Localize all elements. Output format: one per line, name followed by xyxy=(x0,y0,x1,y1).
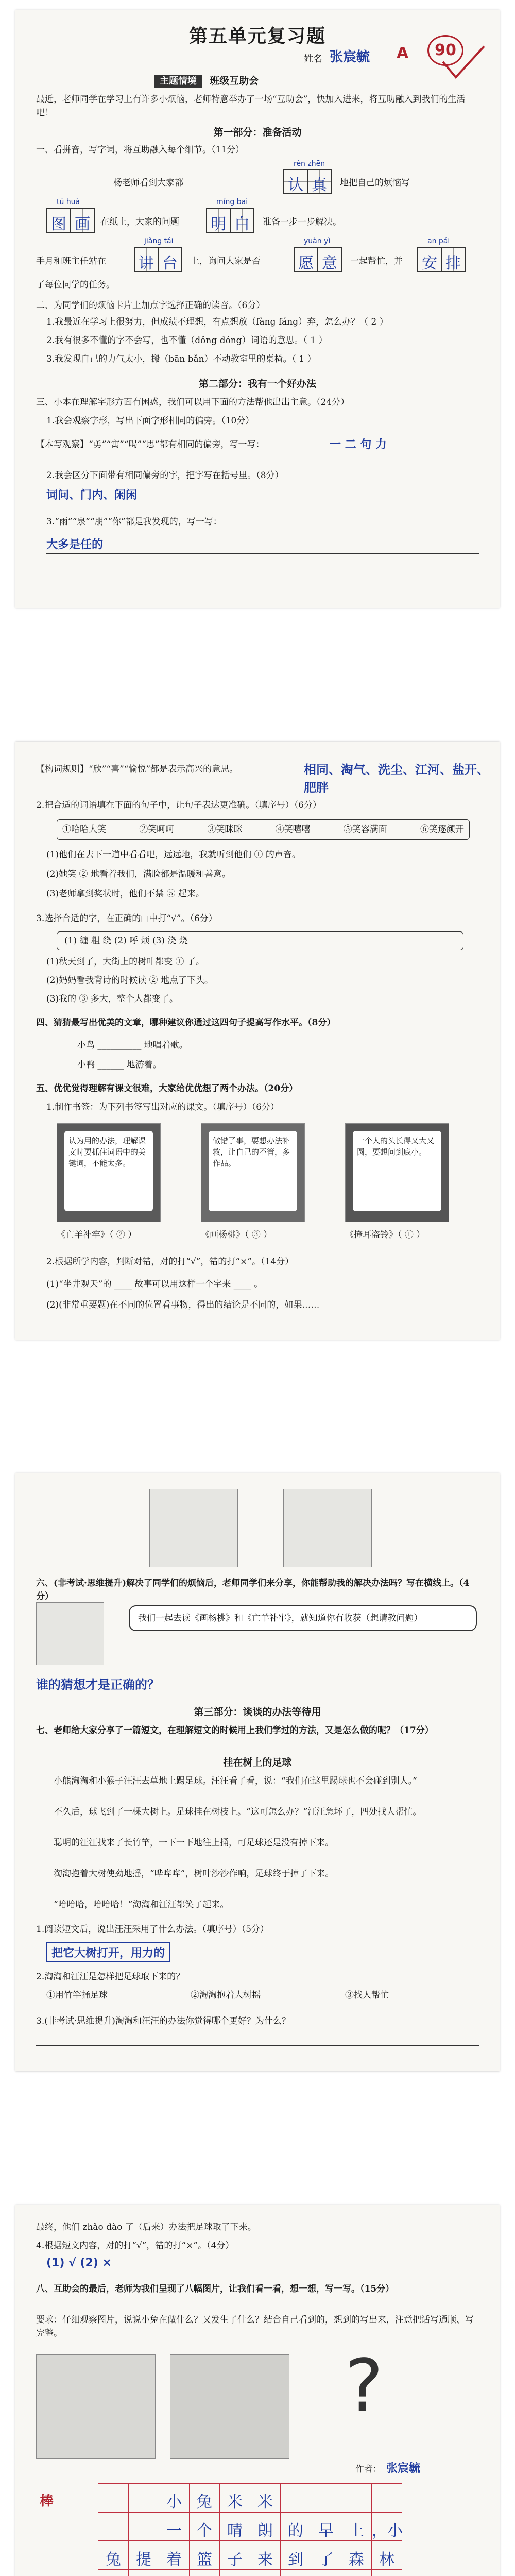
essay-cell xyxy=(189,2512,220,2541)
char-box: 意 xyxy=(322,255,337,273)
q3-answer: 一 二 句 力 xyxy=(330,438,387,451)
q2-item-1: 1.我最近在学习上很努力，但成绩不理想，有点想放（fàng fáng）弃，怎么办？（ 2 ） xyxy=(46,317,388,327)
picture-2-rabbit xyxy=(170,2354,289,2459)
q1-box-1 xyxy=(283,169,331,196)
q1-line3-pre: 手月和班主任站在 xyxy=(36,256,106,266)
red-check-mark xyxy=(438,41,489,82)
bookmark-2 xyxy=(201,1123,305,1222)
s7-label: 七、老师给大家分享了一篇短文，在理解短文的时候用上我们学过的方法，又是怎么做的呢？（17分） xyxy=(36,1725,434,1736)
essay-cell xyxy=(341,2512,372,2541)
q4-label: 2.把合适的词语填在下面的句子中，让句子表达更准确。（填序号）（6分） xyxy=(36,800,322,810)
s7-q1: 1.阅读短文后，说出汪汪采用了什么办法。（填序号）（5分） xyxy=(36,1924,269,1935)
essay-cell xyxy=(159,2570,190,2576)
char-box: 排 xyxy=(445,255,461,273)
q1-pinyin-b: tú huà xyxy=(57,198,80,206)
essay-char: 了 xyxy=(318,2551,334,2569)
char-box: 白 xyxy=(234,215,250,233)
bookmark-label-1: 《亡羊补牢》（ ② ） xyxy=(57,1230,137,1240)
girl-illustration xyxy=(36,1602,104,1665)
char-box: 明 xyxy=(211,215,226,233)
intro-paragraph: 最近，老师同学在学习上有许多小烦恼，老师特意举办了一场“互助会”，快加入进来，将互助融入到我们的生活吧！ xyxy=(36,94,466,118)
story-paragraph-1: 小熊淘淘和小猴子汪汪去草地上踢足球。汪汪看了看，说：“我们在这里踢球也不会碰到别人。” xyxy=(54,1776,417,1786)
essay-cell xyxy=(311,2570,341,2576)
essay-cell xyxy=(341,2570,372,2576)
essay-cell xyxy=(219,2570,250,2576)
essay-cell xyxy=(371,2541,402,2570)
essay-char: 上 xyxy=(349,2522,364,2540)
page4-top-answer: (1) √ (2) × xyxy=(46,2257,112,2269)
essay-cell xyxy=(280,2570,311,2576)
s5-q2-a: (1)“坐井观天”的 ____ 故事可以用这样一个字来 ____ 。 xyxy=(46,1279,263,1290)
page4-top-line: 最终，他们 zhǎo dào 了（后来）办法把足球取了下来。 xyxy=(36,2222,256,2232)
essay-cell xyxy=(280,2512,311,2541)
essay-cell xyxy=(159,2541,190,2570)
essay-row xyxy=(98,2570,407,2576)
essay-cell xyxy=(371,2483,402,2512)
s7-q3: 3.(非考试·思维提升)淘淘和汪汪的办法你觉得哪个更好？为什么？ xyxy=(36,2016,290,2026)
picture-1-forest xyxy=(36,2354,156,2459)
s4-line-1: 小鸟 __________ 地唱着歌。 xyxy=(77,1040,188,1050)
essay-char: 小 xyxy=(166,2493,182,2511)
worksheet-page-4 xyxy=(15,2205,500,2576)
story-paragraph-2: 不久后，球飞到了一棵大树上。足球挂在树枝上。“这可怎么办？”汪汪急坏了，四处找人帮忙。 xyxy=(54,1807,422,1817)
q4-sentence-2: (2)她笑 ② 地看着我们，满脸都是温暖和善意。 xyxy=(46,869,231,879)
essay-cell xyxy=(128,2512,159,2541)
q1-pinyin-e: yuàn yì xyxy=(304,237,331,245)
essay-char: 来 xyxy=(258,2551,273,2569)
q4-option-box xyxy=(57,819,470,840)
bookmark-label-2: 《画杨桃》（ ③ ） xyxy=(201,1230,272,1240)
question-mark-icon: ? xyxy=(345,2344,384,2428)
essay-char: 到 xyxy=(288,2551,303,2569)
essay-cell xyxy=(159,2483,190,2512)
essay-cell xyxy=(250,2570,281,2576)
char-box: 真 xyxy=(312,176,327,194)
q1-pinyin-f: ān pái xyxy=(427,237,450,245)
note-top: 【构词规则】“欣”“喜”“愉悦”都是表示高兴的意思。 xyxy=(36,764,238,774)
char-box: 讲 xyxy=(139,255,154,273)
bookmark-label-3: 《掩耳盗铃》（ ① ） xyxy=(345,1230,425,1240)
story-title: 挂在树上的足球 xyxy=(223,1757,292,1768)
char-box: 愿 xyxy=(298,255,314,273)
q1-line4: 了每位同学的任务。 xyxy=(36,280,115,290)
q1-line2-pre: 在纸上，大家的问题 xyxy=(100,217,179,227)
essay-grid xyxy=(98,2483,407,2576)
story-paragraph-3: 聪明的汪汪找来了长竹竿，一下一下地往上捅，可足球还是没有掉下来。 xyxy=(54,1838,334,1848)
q1-pinyin-a: rèn zhēn xyxy=(294,160,325,168)
q1-pinyin-d: jiǎng tái xyxy=(144,237,174,245)
bookmark-1-text: 认为用的办法，理解课文时要抓住词语中的关键词，不能太多。 xyxy=(64,1131,153,1211)
q4-sentence-3: (3)老师拿到奖状时，他们不禁 ⑤ 起来。 xyxy=(46,889,204,899)
q5-label: 3.选择合适的字，在正确的□中打“√”。（6分） xyxy=(36,913,217,924)
q5-choice-row: (1) 缠 粗 绕 (2) 呼 烦 (3) 浇 烧 xyxy=(57,931,464,950)
s6-answer: 谁的猜想才是正确的？ xyxy=(36,1677,160,1692)
essay-cell xyxy=(128,2570,159,2576)
q3-sub2: 2.我会区分下面带有相同偏旁的字，把字写在括号里。（8分） xyxy=(46,470,284,481)
q1-line3-post: 一起帮忙，并 xyxy=(350,256,403,266)
essay-cell xyxy=(128,2541,159,2570)
q3-sub1: 1.我会观察字形，写出下面字形相同的偏旁。（10分） xyxy=(46,416,254,426)
essay-char: 个 xyxy=(197,2522,212,2540)
score-circle: 90 xyxy=(427,35,464,66)
essay-char: 提 xyxy=(136,2551,151,2569)
essay-cell xyxy=(128,2483,159,2512)
essay-cell xyxy=(189,2483,220,2512)
q4-option: ⑤笑容满面 xyxy=(343,824,387,835)
s7-q1-answer: 把它大树打开，用力的 xyxy=(46,1942,170,1962)
essay-char: 兔 xyxy=(197,2493,212,2511)
grade-mark: A xyxy=(397,44,409,62)
q3-label: 三、小本在理解字形方面有困惑，我们可以用下面的方法帮他出出主意。（24分） xyxy=(36,397,350,408)
s7-q2: 2.淘淘和汪汪是怎样把足球取下来的？ xyxy=(36,1972,185,1982)
worksheet-page-1 xyxy=(15,10,500,608)
essay-cell xyxy=(371,2512,402,2541)
part1-heading: 第一部分：准备活动 xyxy=(213,127,302,138)
s6-label: 六、(非考试·思维提升)解决了同学们的烦恼后，老师同学们来分享，你能帮助我的解决办法吗？写在横线上。（4分） xyxy=(36,1578,470,1602)
essay-char: 的 xyxy=(288,2522,303,2540)
q2-item-2: 2.我有很多不懂的字不会写，也不懂（dǒng dóng）词语的意思。（ 1 ） xyxy=(46,335,328,346)
essay-cell xyxy=(341,2483,372,2512)
q3-sub3: 3.“雨”“泉”“朋”“你”都是我发现的，写一写： xyxy=(46,517,222,527)
essay-cell xyxy=(250,2483,281,2512)
q1-line1-pre: 杨老师看到大家都 xyxy=(113,178,183,188)
bookmark-3 xyxy=(345,1123,449,1222)
q5-sentence-3: (3)我的 ③ 多大，整个人都变了。 xyxy=(46,994,178,1004)
essay-row xyxy=(98,2512,407,2541)
essay-char: 兔 xyxy=(106,2551,121,2569)
part2-heading: 第二部分：我有一个好办法 xyxy=(198,378,316,389)
answer-line xyxy=(46,553,479,554)
theme-tag: 主题情境 xyxy=(154,75,202,88)
essay-char: 朗 xyxy=(258,2522,273,2540)
char-box: 台 xyxy=(162,255,178,273)
page4-top-sub: 4.根据短文内容，对的打“√”，错的打“×”。（4分） xyxy=(36,2241,234,2251)
essay-cell xyxy=(98,2512,129,2541)
essay-cell xyxy=(98,2541,129,2570)
q1-box-5 xyxy=(294,247,341,274)
essay-char: 子 xyxy=(227,2551,243,2569)
essay-cell xyxy=(311,2512,341,2541)
essay-char: 米 xyxy=(258,2493,273,2511)
q3-note: 【本写观察】“勇”“寓”“喝”“思”都有相同的偏旁，写一写： xyxy=(36,439,265,450)
worksheet-page-2 xyxy=(15,742,500,1340)
s7-q2-option: ①用竹竿捅足球 xyxy=(46,1990,108,2001)
q1-box-6 xyxy=(417,247,465,274)
essay-cell xyxy=(250,2512,281,2541)
author-name: 张宸毓 xyxy=(386,2462,421,2475)
part3-heading: 第三部分：谈谈的办法等待用 xyxy=(194,1706,321,1718)
bookmark-2-text: 做错了事，要想办法补救，让自己的不管，多作品。 xyxy=(209,1131,297,1211)
student-name: 张宸毓 xyxy=(330,49,370,65)
essay-char: 米 xyxy=(227,2493,243,2511)
q3-sub2-answer: 词问、门内、闲闲 xyxy=(46,489,138,502)
essay-char: 森 xyxy=(349,2551,364,2569)
essay-cell xyxy=(280,2541,311,2570)
answer-line xyxy=(36,2045,479,2046)
essay-cell xyxy=(371,2570,402,2576)
char-box: 安 xyxy=(422,255,437,273)
theme-header xyxy=(154,73,259,87)
q1-box-4 xyxy=(134,247,181,274)
section4-heading: 四、猜猜最写出优美的文章，哪种建议你通过这四句子提高写作水平。（8分） xyxy=(36,1018,336,1028)
kids-illustration-1 xyxy=(149,1489,238,1567)
q4-option: ③笑眯眯 xyxy=(207,824,243,835)
author-label: 作者： xyxy=(355,2464,382,2475)
theme-title: 班级互助会 xyxy=(210,75,259,87)
essay-cell xyxy=(219,2541,250,2570)
q1-line3-mid: 上，询问大家是否 xyxy=(191,256,261,266)
q4-option: ⑥笑逐颜开 xyxy=(420,824,464,835)
section5-heading: 五、优优觉得理解有课文很难，大家给优优想了两个办法。（20分） xyxy=(36,1083,298,1094)
name-label: 姓名 xyxy=(304,54,322,64)
essay-row xyxy=(98,2541,407,2570)
essay-char: 篮 xyxy=(197,2551,212,2569)
essay-cell xyxy=(159,2512,190,2541)
kids-illustration-2 xyxy=(283,1489,372,1567)
s6-speech-bubble: 我们一起去读《画杨桃》和《亡羊补牢》，就知道你有收获（想请教问题） xyxy=(129,1605,477,1631)
s5-q1: 1.制作书签：为下列书签写出对应的课文。（填序号）（6分） xyxy=(46,1102,280,1112)
q5-sentence-1: (1)秋天到了，大街上的树叶都变 ① 了。 xyxy=(46,957,204,967)
q4-option: ②笑呵呵 xyxy=(139,824,175,835)
s4-line-2: 小鸭 ______ 地游着。 xyxy=(77,1060,162,1070)
q3-sub3-answer: 大多是任的 xyxy=(46,538,104,551)
q2-item-3: 3.我发现自己的力气太小，搬（bān bǎn）不动教室里的桌椅。（ 1 ） xyxy=(46,354,316,364)
q1-box-2 xyxy=(46,208,94,235)
q4-sentence-1: (1)他们在去下一道中看看吧，远远地，我就听到他们 ① 的声音。 xyxy=(46,850,301,860)
q1-box-3 xyxy=(206,208,253,235)
char-box: 图 xyxy=(51,215,66,233)
essay-char: 晴 xyxy=(227,2522,243,2540)
essay-cell xyxy=(219,2512,250,2541)
q1-pinyin-c: míng bai xyxy=(216,198,248,206)
s7-q2-option: ③找人帮忙 xyxy=(345,1990,389,2001)
q1-line1-post: 地把自己的烦恼写 xyxy=(340,178,410,188)
essay-char: 一 xyxy=(166,2522,182,2540)
s5-q2-b: (2)(非常重要题)在不同的位置看事物，得出的结论是不同的，如果…… xyxy=(46,1300,320,1310)
char-box: 画 xyxy=(75,215,90,233)
story-paragraph-5: “哈哈哈，哈哈哈！”淘淘和汪汪都笑了起来。 xyxy=(54,1900,229,1910)
essay-cell xyxy=(98,2570,129,2576)
essay-cell xyxy=(311,2483,341,2512)
essay-char: ，小 xyxy=(372,2522,403,2540)
essay-char: 早 xyxy=(318,2522,334,2540)
s8-requirement: 要求：仔细观察图片，说说小兔在做什么？又发生了什么？结合自己看到的，想到的写出来，注意把话写通顺、写完整。 xyxy=(36,2315,474,2338)
note-answer: 相同、淘气、洗尘、江河、盐开、肥胖 xyxy=(304,762,489,795)
essay-cell xyxy=(98,2483,129,2512)
char-box: 认 xyxy=(288,176,303,194)
essay-char: 着 xyxy=(166,2551,182,2569)
story-paragraph-4: 淘淘抱着大树使劲地摇，“哗哗哗”，树叶沙沙作响，足球终于掉了下来。 xyxy=(54,1869,334,1879)
essay-cell xyxy=(311,2541,341,2570)
q2-label: 二、为同学们的烦恼卡片上加点字选择正确的读音。（6分） xyxy=(36,300,265,311)
s8-label: 八、互助会的最后，老师为我们呈现了八幅图片，让我们看一看，想一想，写一写。（15分） xyxy=(36,2284,394,2294)
q5-sentence-2: (2)妈妈看我背诗的时候读 ② 地点了下头。 xyxy=(46,975,213,986)
essay-cell xyxy=(219,2483,250,2512)
worksheet-title: 第五单元复习题 xyxy=(188,25,326,47)
q4-option: ④笑嘻嘻 xyxy=(275,824,311,835)
essay-cell xyxy=(341,2541,372,2570)
s7-q2-option: ②淘淘抱着大树摇 xyxy=(191,1990,261,2001)
essay-char: 林 xyxy=(379,2551,394,2569)
essay-cell xyxy=(189,2570,220,2576)
teacher-side-mark: 棒 xyxy=(38,2494,53,2507)
worksheet-page-3 xyxy=(15,1473,500,2071)
essay-cell xyxy=(189,2541,220,2570)
bookmark-3-text: 一个人的头长得又大又圆，要想问到底小。 xyxy=(353,1131,441,1211)
q1-line2-post: 准备一步一步解决。 xyxy=(263,217,341,227)
bookmark-1 xyxy=(57,1123,161,1222)
s5-q2: 2.根据所学内容，判断对错，对的打“√”，错的打“×”。（14分） xyxy=(46,1257,294,1267)
q1-label: 一、看拼音，写字词，将互助融入每个细节。（11分） xyxy=(36,145,245,155)
essay-row xyxy=(98,2483,407,2512)
q4-option: ①哈哈大笑 xyxy=(62,824,106,835)
essay-cell xyxy=(250,2541,281,2570)
essay-cell xyxy=(280,2483,311,2512)
